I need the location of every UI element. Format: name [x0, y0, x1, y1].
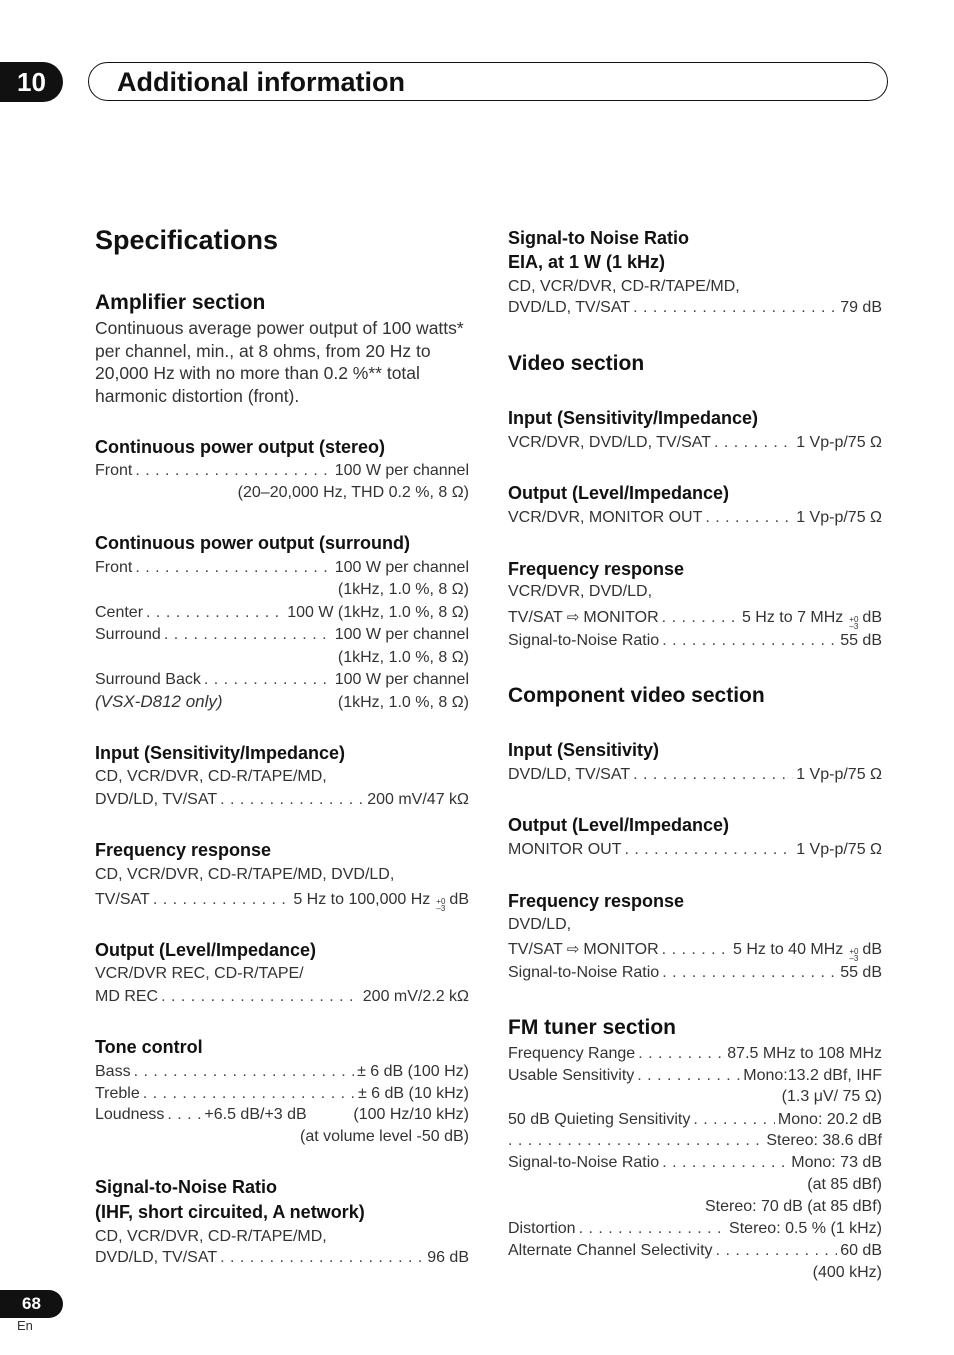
component-freq-sources: [508, 914, 882, 936]
amp-snr-title-2: (IHF, short circuited, A network): [95, 1202, 365, 1222]
spec-value: +6.5 dB/+3 dB: [204, 1106, 307, 1123]
spec-label: DVD/LD, TV/SAT: [95, 1249, 218, 1266]
fm-distortion-row: [508, 1218, 882, 1240]
spec-value: Stereo: 70 dB (at 85 dBf): [705, 1198, 882, 1215]
video-output-title: Output (Level/Impedance): [508, 483, 730, 503]
spec-value: 1 Vp-p/75 Ω: [796, 434, 882, 451]
amp-input-row: [95, 789, 469, 811]
spec-value: Mono: 20.2 dB: [777, 1111, 882, 1128]
spec-label: Front: [95, 462, 133, 479]
spec-note: (at 85 dBf): [807, 1176, 882, 1193]
spec-label: DVD/LD, TV/SAT: [95, 791, 218, 808]
spec-label: Bass: [95, 1063, 131, 1080]
spec-label: 50 dB Quieting Sensitivity: [508, 1111, 691, 1128]
fm-selectivity-row: [508, 1240, 882, 1262]
surround-center-row: [95, 602, 469, 624]
spec-value: 5 Hz to 40 MHz: [733, 941, 844, 958]
fm-quieting-stereo-row: [508, 1130, 882, 1152]
spec-label: Signal-to-Noise Ratio: [508, 1154, 660, 1171]
component-snr-row: [508, 962, 882, 984]
tone-bass-row: [95, 1061, 469, 1083]
spec-value: 100 W (1kHz, 1.0 %, 8 Ω): [287, 604, 469, 621]
fm-snr-mono-note: [508, 1174, 882, 1196]
arrow-right-icon: ⇨: [566, 609, 580, 626]
spec-note: (1kHz, 1.0 %, 8 Ω): [337, 649, 469, 666]
spec-value: 5 Hz to 7 MHz: [741, 609, 844, 626]
chapter-header: [88, 62, 888, 101]
spec-label: Frequency Range: [508, 1045, 636, 1062]
amp-input-sources: [95, 766, 469, 788]
spec-value: 1 Vp-p/75 Ω: [796, 841, 882, 858]
stereo-front-row: [95, 460, 469, 482]
fm-snr-row: [508, 1152, 882, 1174]
spec-value: Mono: 73 dB: [791, 1154, 882, 1171]
spec-note: (400 kHz): [812, 1264, 882, 1281]
spec-value: Stereo: 0.5 % (1 kHz): [729, 1220, 882, 1237]
spec-value: 5 Hz to 100,000 Hz: [293, 891, 431, 908]
spec-value: 55 dB: [840, 632, 882, 649]
spec-label: Alternate Channel Selectivity: [508, 1242, 713, 1259]
tone-loudness-row: [95, 1104, 469, 1126]
spec-label: Distortion: [508, 1220, 576, 1237]
spec-value: 60 dB: [840, 1242, 882, 1259]
spec-value: 55 dB: [840, 964, 882, 981]
fm-snr-stereo-row: [508, 1196, 882, 1218]
eia-snr-row: [508, 297, 882, 319]
tolerance-minus: –3: [849, 954, 859, 963]
spec-value: 1 Vp-p/75 Ω: [796, 766, 882, 783]
spec-label: MD REC: [95, 988, 159, 1005]
spec-label: Center: [95, 604, 144, 621]
spec-label: Loudness: [95, 1106, 165, 1123]
eia-snr-sources: [508, 276, 882, 298]
spec-label: TV/SAT: [508, 609, 563, 626]
spec-label: CD, VCR/DVR, CD-R/TAPE/MD,: [95, 768, 327, 785]
fm-usable-note: [508, 1086, 882, 1108]
eia-snr-title-1: Signal-to Noise Ratio: [508, 228, 690, 248]
video-freq-sources: [508, 581, 882, 603]
surround-back-row: [95, 669, 469, 691]
spec-label: Signal-to-Noise Ratio: [508, 632, 660, 649]
fm-range-row: [508, 1043, 882, 1065]
amp-freq-row: [95, 889, 469, 911]
amp-output-sources: [95, 963, 469, 985]
spec-value: 1 Vp-p/75 Ω: [796, 509, 882, 526]
spec-label: TV/SAT: [95, 891, 150, 908]
stereo-power-title: Continuous power output (stereo): [95, 437, 385, 457]
surround-front-condition: [95, 579, 469, 601]
surround-power-title: Continuous power output (surround): [95, 533, 410, 553]
spec-value: 100 W per channel: [334, 462, 469, 479]
spec-label: Surround: [95, 626, 161, 643]
tone-control-title: Tone control: [95, 1037, 203, 1057]
component-output-title: Output (Level/Impedance): [508, 815, 730, 835]
spec-value: ± 6 dB (100 Hz): [357, 1063, 469, 1080]
tolerance-minus: –3: [436, 904, 446, 913]
spec-value: Stereo: 38.6 dBf: [766, 1132, 882, 1149]
chapter-title: Additional information: [117, 67, 405, 97]
model-note: (VSX-D812 only): [95, 692, 223, 711]
surround-surround-condition: [95, 647, 469, 669]
spec-label: MONITOR: [583, 941, 659, 958]
component-input-title: Input (Sensitivity): [508, 740, 660, 760]
spec-unit: dB: [449, 891, 469, 908]
spec-label: Front: [95, 559, 133, 576]
surround-back-condition: [95, 691, 469, 713]
spec-unit: dB: [862, 941, 882, 958]
surround-front-row: [95, 557, 469, 579]
spec-note: (1kHz, 1.0 %, 8 Ω): [337, 581, 469, 598]
spec-value: 200 mV/47 kΩ: [367, 791, 469, 808]
spec-value: 100 W per channel: [334, 671, 469, 688]
component-freq-title: Frequency response: [508, 891, 685, 911]
amplifier-section-title: Amplifier section: [95, 291, 266, 314]
tolerance-mark: [849, 616, 858, 630]
spec-label: MONITOR: [583, 609, 659, 626]
spec-label: VCR/DVR, DVD/LD, TV/SAT: [508, 434, 711, 451]
fm-selectivity-note: [508, 1262, 882, 1284]
spec-label: VCR/DVR, MONITOR OUT: [508, 509, 703, 526]
spec-label: CD, VCR/DVR, CD-R/TAPE/MD,: [95, 1228, 327, 1245]
surround-surround-row: [95, 624, 469, 646]
tolerance-mark: [849, 948, 858, 962]
tone-loudness-note: [95, 1126, 469, 1148]
page-number-badge: 68: [0, 1290, 63, 1318]
spec-note: (20–20,000 Hz, THD 0.2 %, 8 Ω): [237, 484, 469, 501]
video-input-row: [508, 432, 882, 454]
video-freq-row: [508, 607, 882, 629]
spec-label: Usable Sensitivity: [508, 1067, 635, 1084]
spec-note: (100 Hz/10 kHz): [353, 1106, 469, 1123]
spec-label: TV/SAT: [508, 941, 563, 958]
spec-value: 100 W per channel: [334, 559, 469, 576]
tone-treble-row: [95, 1083, 469, 1105]
component-input-row: [508, 764, 882, 786]
fm-quieting-row: [508, 1109, 882, 1131]
spec-value: Mono:13.2 dBf, IHF: [743, 1067, 882, 1084]
spec-label: VCR/DVR, DVD/LD,: [508, 583, 653, 600]
stereo-front-condition: [95, 482, 469, 504]
spec-value: 87.5 MHz to 108 MHz: [727, 1045, 882, 1062]
eia-snr-title-2: EIA, at 1 W (1 kHz): [508, 252, 666, 272]
fm-usable-row: [508, 1065, 882, 1087]
tolerance-plus: +0: [849, 615, 859, 624]
spec-label: Treble: [95, 1085, 140, 1102]
spec-note: (1kHz, 1.0 %, 8 Ω): [337, 694, 469, 711]
language-code: En: [17, 1318, 33, 1333]
spec-label: Signal-to-Noise Ratio: [508, 964, 660, 981]
amp-snr-row: [95, 1247, 469, 1269]
tolerance-plus: +0: [436, 897, 446, 906]
amplifier-intro: Continuous average power output of 100 watts* per channel, min., at 8 ohms, from 20 Hz to 20,000 Hz with no more than 0.2 %** total harmonic distortion (front).: [95, 318, 464, 406]
tolerance-minus: –3: [849, 622, 859, 631]
video-snr-row: [508, 630, 882, 652]
spec-value: 79 dB: [840, 299, 882, 316]
spec-label: MONITOR OUT: [508, 841, 622, 858]
amp-output-row: [95, 986, 469, 1008]
tolerance-mark: [436, 898, 445, 912]
spec-value: 200 mV/2.2 kΩ: [362, 988, 469, 1005]
spec-unit: dB: [862, 609, 882, 626]
component-freq-row: [508, 939, 882, 961]
spec-value: ± 6 dB (10 kHz): [357, 1085, 469, 1102]
spec-label: DVD/LD, TV/SAT: [508, 766, 631, 783]
spec-label: Surround Back: [95, 671, 201, 688]
spec-note: (at volume level -50 dB): [300, 1128, 469, 1145]
spec-value: 100 W per channel: [334, 626, 469, 643]
specifications-title: Specifications: [95, 225, 279, 255]
video-output-row: [508, 507, 882, 529]
tolerance-plus: +0: [849, 947, 859, 956]
component-section-title: Component video section: [508, 684, 765, 707]
video-freq-title: Frequency response: [508, 559, 685, 579]
amp-freq-title: Frequency response: [95, 840, 272, 860]
amp-input-title: Input (Sensitivity/Impedance): [95, 743, 346, 763]
spec-label: CD, VCR/DVR, CD-R/TAPE/MD,: [508, 278, 740, 295]
amp-snr-title-1: Signal-to-Noise Ratio: [95, 1177, 278, 1197]
arrow-right-icon: ⇨: [566, 941, 580, 958]
spec-label: DVD/LD, TV/SAT: [508, 299, 631, 316]
spec-label: CD, VCR/DVR, CD-R/TAPE/MD, DVD/LD,: [95, 866, 395, 883]
component-output-row: [508, 839, 882, 861]
spec-value: 96 dB: [427, 1249, 469, 1266]
video-input-title: Input (Sensitivity/Impedance): [508, 408, 759, 428]
amp-output-title: Output (Level/Impedance): [95, 940, 317, 960]
amp-freq-sources: [95, 864, 469, 886]
chapter-number-badge: 10: [0, 62, 63, 102]
amp-snr-sources: [95, 1226, 469, 1248]
spec-note: (1.3 μV/ 75 Ω): [781, 1088, 882, 1105]
fm-section-title: FM tuner section: [508, 1016, 677, 1039]
video-section-title: Video section: [508, 352, 645, 375]
spec-label: DVD/LD,: [508, 916, 572, 933]
spec-label: VCR/DVR REC, CD-R/TAPE/: [95, 965, 304, 982]
